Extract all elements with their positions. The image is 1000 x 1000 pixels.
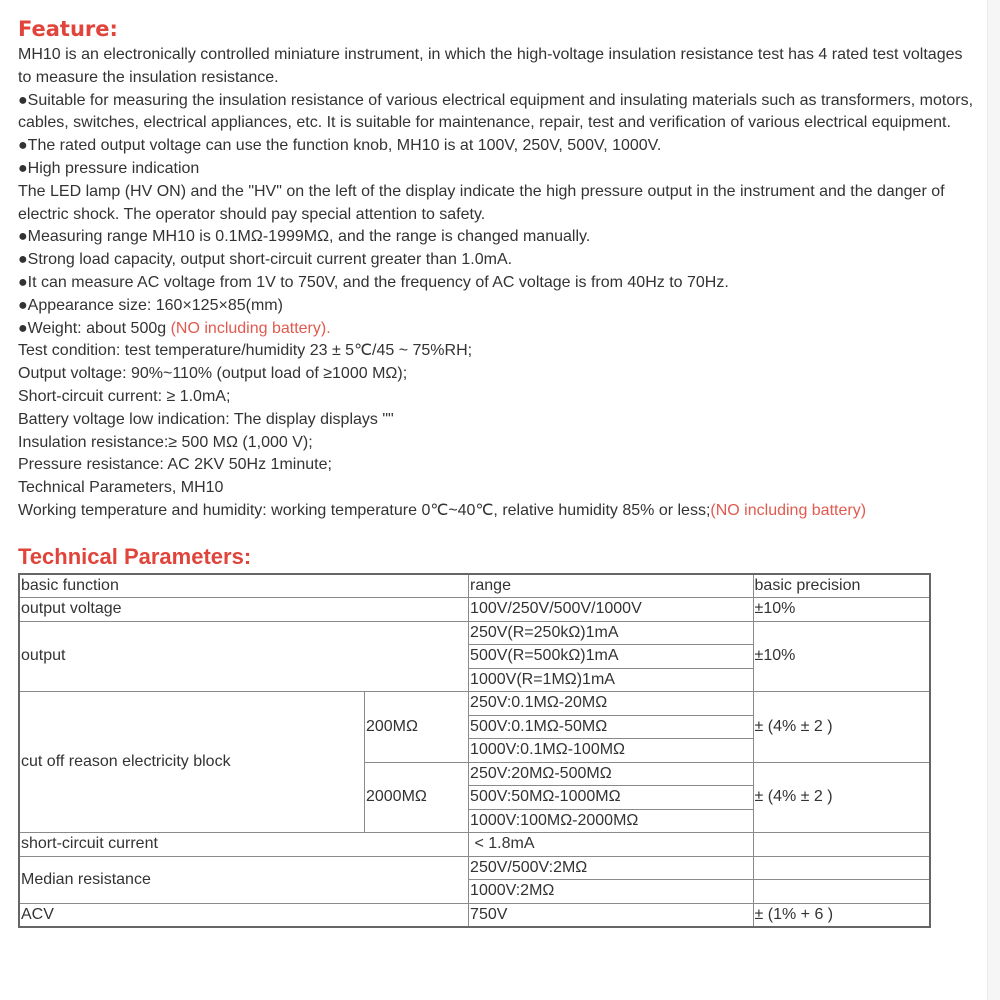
feature-line: ●Measuring range MH10 is 0.1MΩ-1999MΩ, and the range is changed manually.	[18, 228, 591, 246]
cell-precision: ± (4% ± 2 )	[753, 692, 930, 763]
spec-line: Test condition: test temperature/humidity 23 ± 5℃/45 ~ 75%RH;	[18, 342, 473, 360]
cell-function: output voltage	[19, 598, 469, 622]
feature-line: MH10 is an electronically controlled miniature instrument, in which the high-voltage insulation resistance test has 4 rated test voltages to measure the insulation resistance.	[18, 46, 963, 86]
table-row	[19, 621, 930, 645]
cell-subrange: 200MΩ	[364, 692, 468, 763]
feature-line: ●The rated output voltage can use the function knob, MH10 is at 100V, 250V, 500V, 1000V.	[18, 137, 662, 155]
cell-range: 250V:20MΩ-500MΩ	[469, 762, 753, 786]
cell-range: 250V/500V:2MΩ	[469, 856, 753, 880]
cell-range: 500V:50MΩ-1000MΩ	[469, 786, 753, 810]
cell-range: 250V(R=250kΩ)1mA	[469, 621, 753, 645]
cell-range: 1000V(R=1MΩ)1mA	[469, 668, 753, 692]
cell-precision: ± (4% ± 2 )	[753, 762, 930, 833]
feature-line: ●It can measure AC voltage from 1V to 750V, and the frequency of AC voltage is from 40Hz to 70Hz.	[18, 273, 729, 291]
spec-line: Insulation resistance:≥ 500 MΩ (1,000 V);	[18, 433, 313, 451]
feature-line: ●Weight: about 500g (NO including battery).	[18, 319, 331, 337]
spec-line: Technical Parameters, MH10	[18, 479, 224, 497]
feature-line: ●Appearance size: 160×125×85(mm)	[18, 296, 283, 314]
table-row	[19, 903, 930, 927]
cell-function: output	[19, 621, 469, 692]
feature-line: ●Suitable for measuring the insulation resistance of various electrical equipment and insulating materials such as transformers, motors, cables, switches, electrical appliances, etc. It is suitable for maintenance, repair, test and verification of various electrical equipment.	[18, 91, 974, 132]
table-row	[19, 692, 930, 716]
cell-range: 250V:0.1MΩ-20MΩ	[469, 692, 753, 716]
table-header-row	[19, 574, 930, 598]
spec-line: Battery voltage low indication: The display displays ""	[18, 410, 394, 428]
cell-precision	[753, 880, 930, 904]
cell-range: 500V(R=500kΩ)1mA	[469, 645, 753, 669]
table-row	[19, 856, 930, 880]
cell-precision: ±10%	[753, 621, 930, 692]
cell-range: 750V	[469, 903, 753, 927]
spec-line: Output voltage: 90%~110% (output load of ≥1000 MΩ);	[18, 365, 408, 383]
feature-list	[18, 44, 978, 523]
cell-precision	[753, 833, 930, 857]
cell-range: < 1.8mA	[469, 833, 753, 857]
cell-range: 500V:0.1MΩ-50MΩ	[469, 715, 753, 739]
cell-precision: ± (1% + 6 )	[753, 903, 930, 927]
cell-function: cut off reason electricity block	[19, 692, 364, 833]
spec-line: Pressure resistance: AC 2KV 50Hz 1minute;	[18, 456, 332, 474]
cell-function: Median resistance	[19, 856, 469, 903]
cell-precision: ±10%	[753, 598, 930, 622]
spec-line: Short-circuit current: ≥ 1.0mA;	[18, 387, 231, 405]
table-row	[19, 833, 930, 857]
feature-line: ●High pressure indication	[18, 159, 200, 177]
cell-range: 1000V:2MΩ	[469, 880, 753, 904]
cell-range: 100V/250V/500V/1000V	[469, 598, 753, 622]
header-function: basic function	[19, 574, 469, 598]
cell-range: 1000V:100MΩ-2000MΩ	[469, 809, 753, 833]
table-row	[19, 598, 930, 622]
feature-line: The LED lamp (HV ON) and the "HV" on the left of the display indicate the high pressure output in the instrument and the danger of electric shock. The operator should pay special attention to safety.	[18, 182, 945, 223]
cell-precision	[753, 856, 930, 880]
battery-note: (NO including battery)	[710, 501, 867, 519]
technical-parameters-table	[18, 573, 931, 929]
battery-note: (NO including battery).	[170, 319, 331, 337]
spec-line: Working temperature and humidity: working temperature 0℃~40℃, relative humidity 85% or less;(NO including battery)	[18, 501, 867, 519]
product-description	[18, 14, 978, 928]
page-scroll-edge	[987, 0, 1000, 1000]
cell-function: ACV	[19, 903, 469, 927]
feature-heading: Feature:	[18, 17, 118, 41]
cell-function: short-circuit current	[19, 833, 469, 857]
cell-range: 1000V:0.1MΩ-100MΩ	[469, 739, 753, 763]
header-range: range	[469, 574, 753, 598]
cell-subrange: 2000MΩ	[364, 762, 468, 833]
feature-line: ●Strong load capacity, output short-circuit current greater than 1.0mA.	[18, 251, 513, 269]
header-precision: basic precision	[753, 574, 930, 598]
technical-parameters-heading: Technical Parameters:	[18, 543, 252, 569]
